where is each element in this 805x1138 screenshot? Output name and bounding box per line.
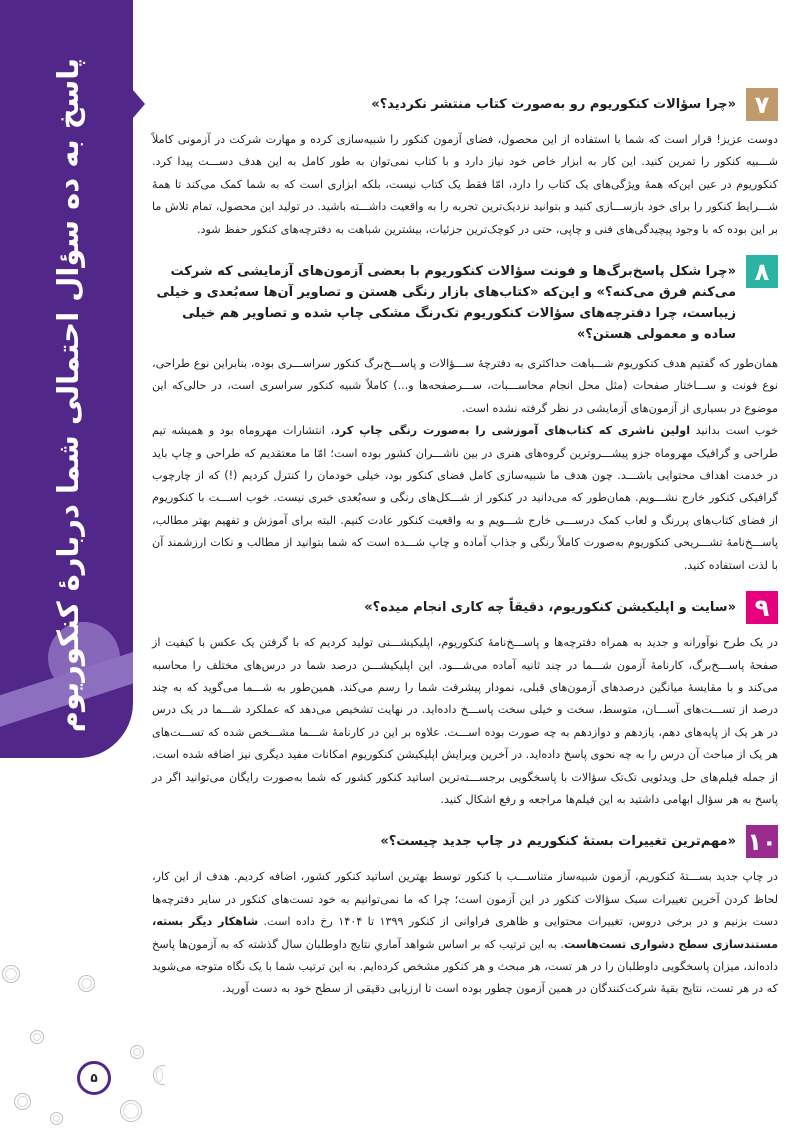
text-run: . به این ترتیب که بر اساس شواهد آماریِ نتایج داوطلبان سال گذشته که به آزمون‌ها پاسخ داده‌اند، میزان پاسخگویی داوطلبان را در هر تست، هر مبحث و هر کنکور مشخص کرده‌ایم. به این ترتیب شما با یک نگاه متوجه می‌شوید که در هر تست، نتایج بقیهٔ شرکت‌کنندگان در همین آزمون چطور بوده است تا ارزیابی دقیقی از سطح خود به دست آورید. [152,937,778,996]
question-title: «سایت و اپلیکیشن کنکوریوم، دقیقاً چه کاری انجام میده؟» [364,600,736,616]
answer-body [152,632,778,811]
text-run: خوب است بدانید [690,424,778,438]
answer-body [152,129,778,241]
answer-paragraph: همان‌طور که گفتیم هدف کنکوریوم شـــباهت حداکثری به دفترچهٔ ســـؤالات و پاســـخ‌برگ کنکور سراســـری بوده، بنابراین نوع طراحی، نوع فونت و ســـاختار صفحات (مثل محل انجام محاســـبات، ســـرصفحه‌ها و...) کاملاً شبیه کنکور سراسری است، در حالی‌که این موضوع در بسیاری از آزمون‌های آزمایشی در نظر گرفته نشده است. [152,357,778,415]
text-run: در چاپ جدید بســـتهٔ کنکوریم، آزمون شبیه‌ساز متناســـب با کنکور توسط بهترین اساتید کنکور کشور، اضافه کردیم. هدف از این کار، لحاظ کردن آخرین تغییرات سبک سؤالات کنکور در این آزمون است؛ چرا که ما نمی‌توانیم به خود تست‌های کنکور در سایر دفترچه‌ها دست بزنیم و در برخی دروس، تغییرات محتوایی و ظاهری فراوانی از کنکور ۱۳۹۹ تا ۱۴۰۴ رخ داده است. [152,870,778,929]
text-run: ، انتشارات مهروماه بود و همیشه تیم طراحی و گرافیک مهروماه جزو پیشـــروترین گروه‌های هنری در بین ناشـــران کشور بوده است؛ امّا ما معتقدیم که طراحی و چاپ باید در خدمت اهداف محتوایی باشـــد. چون هدف ما شبیه‌سازی کامل فضای کنکور بود، خیلی خودمان را کنترل کردیم (!) که از چارچوب گرافیکی کنکور خارج نشـــویم. همان‌طور که می‌دانید در کنکور از شـــکل‌های رنگی و سه‌بُعدی خبری نیست. خوب اســـت با کنکوریوم از فضای کتاب‌های پررنگ و لعاب کمک درســـی خارج شـــویم و به واقعیت کنکور عادت کنیم. البته برای آموزش و تفهیم بهتر مطالب، پاســـخ‌نامهٔ تشـــریحی کنکوریوم به‌صورت کاملاً رنگی و جذاب آماده و چاپ شـــده است که شما بتوانید از مطالب و نکات ارزشمند آن با لذت استفاده کنید. [152,424,778,572]
question-8 [152,255,778,577]
decorative-bubble [30,1030,44,1044]
question-header [152,825,778,858]
answer-paragraph: دوست عزیز! قرار است که شما با استفاده از این محصول، فضای آزمون کنکور را شبیه‌سازی کرده و مهارت شرکت در آزمونی کاملاً شـــبیه کنکور را تمرین کنید. این کار به ابزار خاص خود نیاز دارد و با کتاب نمی‌توان به طور کامل به این هدف دســـت پیدا کرد. کنکوریوم در عین این‌که همهٔ ویژگی‌های یک کتاب را دارد، امّا فقط یک کتاب نیست، بلکه ابزاری است که به شما کمک می‌کند تا همهٔ شـــرایط کنکور را برای خود بازســـازی کنید و بتوانید نزدیک‌ترین تجربه را به واقعیت داشـــته باشید. در تولید این محصول، تمام تلاش ما بر این بوده که با وجود پیچیدگی‌های فنی و چاپی، حتی در کوچک‌ترین جزئیات، بیشترین شباهت به دفترچه‌های کنکور حفظ شود. [152,133,778,236]
decorative-bubble [2,965,20,983]
question-7 [152,88,778,241]
question-number-badge: ۹ [746,591,778,624]
bold-text-run: اولین ناشری که کتاب‌های آموزشی را به‌صورت رنگی چاپ کرد [334,424,691,438]
question-title: «چرا سؤالات کنکوریوم رو به‌صورت کتاب منتشر نکردید؟» [371,97,736,112]
question-header [152,255,778,345]
question-number-badge: ۱۰ [746,825,778,858]
decorative-bubble [120,1100,142,1122]
bold-text-run: شاهکار دیگر بسته، مستندسازی سطح دشواری تست‌هاست [152,915,779,951]
question-10 [152,825,778,1000]
question-header [152,591,778,624]
decorative-bubble [50,1112,63,1125]
question-number-badge: ۸ [746,255,778,288]
sidebar-notch [133,90,145,118]
question-number-badge: ۷ [746,88,778,121]
question-title: «مهم‌ترین تغییرات بستهٔ کنکوریم در چاپ جدید چیست؟» [380,834,736,850]
answer-paragraph [152,420,778,577]
sidebar-banner [0,0,133,758]
decorative-bubble [153,1065,165,1085]
main-content [152,88,778,1015]
page-number [77,1061,111,1095]
decorative-bubble [14,1093,31,1110]
answer-paragraph: در یک طرح نوآورانه و جدید به همراه دفترچه‌ها و پاســـخ‌نامهٔ کنکوریوم، اپلیکیشـــنی تولید کردیم که با گرفتن یک عکس با کیفیت از صفحهٔ پاســـخ‌برگ، کارنامهٔ آزمون شـــما در چند ثانیه آماده می‌شـــود. این اپلیکیشـــن درصد شما در درس‌های مختلف را محاسبه می‌کند و با مقایسهٔ میانگین درصدهای آزمون‌های قبلی، نمودار پیشرفت شما را رسم می‌کند. همین‌طور به شـــما می‌گوید که به چند درصد از تســـت‌های آســـان، متوسط، سخت و خیلی سخت پاســـخ داده‌اید. در نهایت تشخیص می‌دهد که عملکرد شـــما در یک درس در هر یک از پایه‌های دهم، یازدهم و دوازدهم به چه صورت بوده اســـت. علاوه بر این در کارنامهٔ شـــما مشـــخص شده که تســـت‌های هر یک از مباحث آن درس را به چه نحوی پاسخ داده‌اید. در آخرین ویرایش اپلیکیشن کنکوریوم امکانات مفید دیگری نیز اضافه شده است. از جمله فیلم‌های حل ویدئویی تک‌تک سؤالات با پاسخگویی برجســـته‌ترین اساتید کنکور کشور که شما به‌صورت رایگان می‌توانید اگر در پاسخ به هر سؤال ابهامی داشتید به این فیلم‌ها مراجعه و رفع اشکال کنید. [152,636,778,806]
decorative-bubble [130,1045,144,1059]
answer-body [152,353,778,577]
answer-body [152,866,778,1000]
chapter-title [18,57,118,733]
chapter-title-text: پاسخ به ده سؤال احتمالی شما دربارهٔ کنکوریوم [51,57,85,733]
answer-paragraph [152,866,778,1000]
question-header [152,88,778,121]
question-9 [152,591,778,811]
question-title: «چرا شکل پاسخ‌برگ‌ها و فونت سؤالات کنکوریوم با بعضی آزمون‌های آزمایشی که شرکت می‌کنم فرق می‌کنه؟» و این‌که «کتاب‌های بازار رنگی هستن و تصاویر آن‌ها سه‌بُعدی و خیلی زیباست، چرا دفترچه‌های سؤالات کنکوریوم تک‌رنگ مشکی چاپ شده و تصاویر هم خیلی ساده و معمولی هستن؟» [156,264,736,343]
decorative-bubble [78,975,95,992]
page-number-text: ۵ [90,1071,98,1085]
